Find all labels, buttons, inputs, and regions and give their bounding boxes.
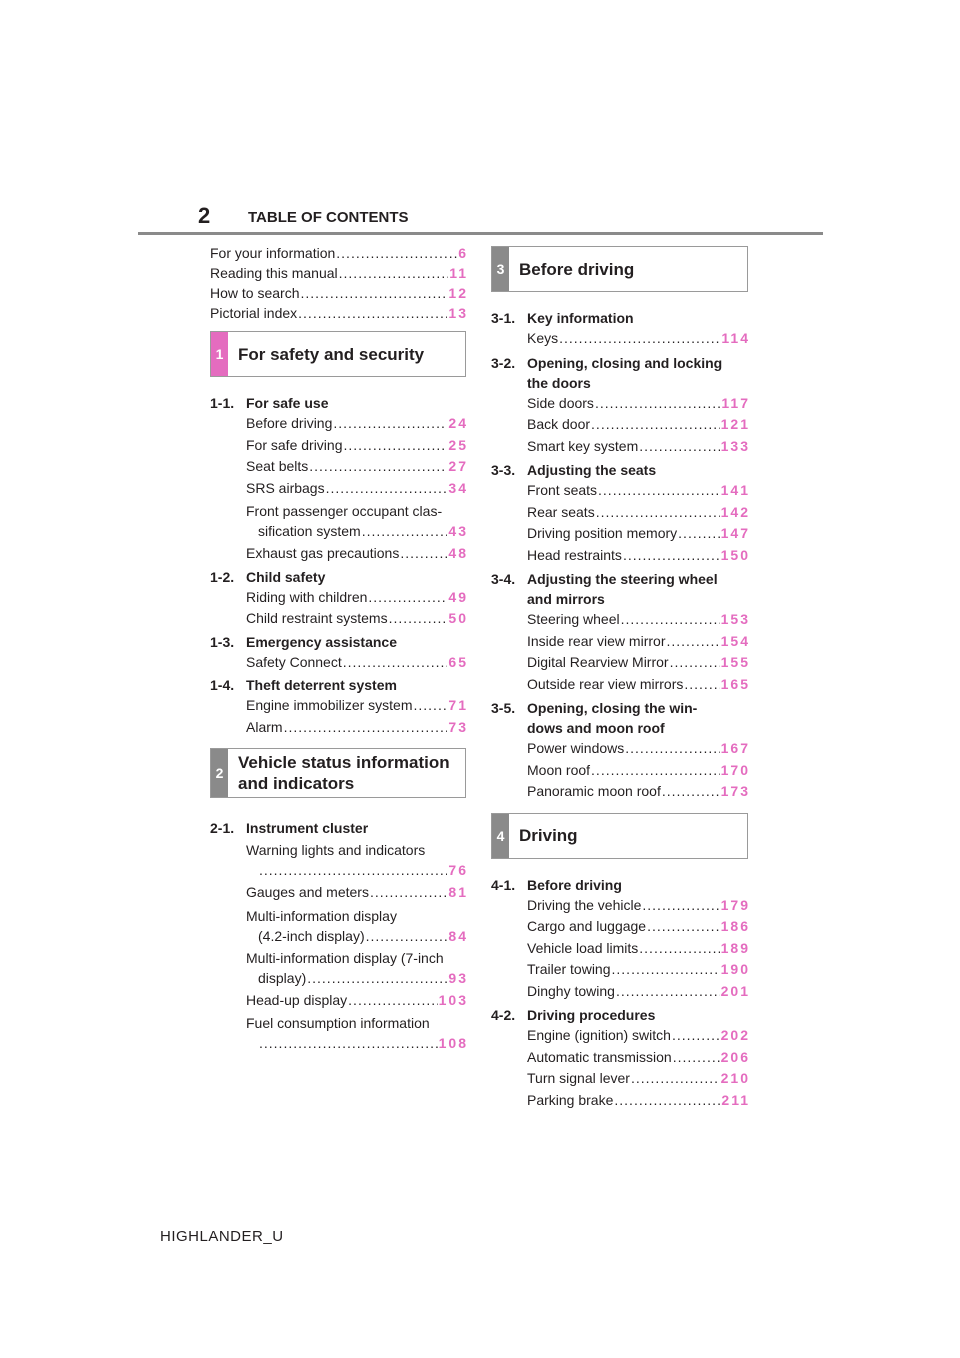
section-4-2: 4-2. Driving procedures Engine (ignition) switch ..... 202 Automatic transmission ..... 206 Turn signal lever ..... 210 Parking brake ..... 211 [491, 1005, 748, 1111]
toc-entry[interactable]: Multi-information display (4.2-inch display) ..... 84 [246, 906, 466, 946]
toc-entry[interactable]: Steering wheel ..... 153 [527, 609, 748, 631]
chapter-tab: 1 [211, 332, 228, 376]
section-2-1: 2-1. Instrument cluster Warning lights and indicators ..... 76 Gauges and meters ..... 81 Multi-information display (4.2-inch display) ..... 84 Multi-information display (7-inch display) ..... 93 Head-up display ..... 103 Fuel consumption information ..... 108 [210, 818, 466, 1053]
chapter-3-heading[interactable] [491, 246, 748, 292]
toc-entry[interactable]: Front seats ..... 141 [527, 480, 748, 502]
toc-entry[interactable]: Keys ..... 114 [527, 328, 748, 350]
toc-entry[interactable]: Alarm ..... 73 [246, 717, 466, 739]
page-link: 6 [458, 245, 468, 261]
toc-entry[interactable]: Parking brake ..... 211 [527, 1090, 748, 1112]
toc-entry[interactable]: Vehicle load limits ..... 189 [527, 938, 748, 960]
toc-right-column [491, 246, 748, 1111]
toc-entry[interactable]: Front passenger occupant clas- sification system ..... 43 [246, 501, 466, 541]
toc-entry[interactable]: Outside rear view mirrors ..... 165 [527, 674, 748, 696]
chapter-tab: 2 [211, 749, 228, 797]
section-3-2: 3-2. Opening, closing and locking the doors Side doors ..... 117 Back door ..... 121 Smart key system ..... 133 [491, 353, 748, 458]
toc-entry[interactable]: Reading this manual ..... 11 [210, 263, 466, 283]
section-1-4: 1-4. Theft deterrent system Engine immobilizer system ..... 71 Alarm ..... 73 [210, 675, 466, 738]
toc-entry[interactable]: Digital Rearview Mirror ..... 155 [527, 652, 748, 674]
section-3-4: 3-4. Adjusting the steering wheel and mirrors Steering wheel ..... 153 Inside rear view mirror ..... 154 Digital Rearview Mirror ..... 155 Outside rear view mirrors ..... 165 [491, 569, 748, 695]
chapter-title: Vehicle status information and indicators [238, 753, 450, 793]
page-link: 11 [449, 265, 468, 281]
toc-entry[interactable]: Rear seats ..... 142 [527, 502, 748, 524]
toc-entry[interactable]: Turn signal lever ..... 210 [527, 1068, 748, 1090]
toc-entry[interactable]: Child restraint systems ..... 50 [246, 608, 466, 630]
page-link: 13 [448, 305, 468, 321]
toc-entry[interactable]: Before driving ..... 24 [246, 413, 466, 435]
chapter-1-heading[interactable] [210, 331, 466, 377]
footer-model-code: HIGHLANDER_U [160, 1228, 284, 1245]
chapter-title: For safety and security [238, 344, 425, 364]
chapter-2-heading[interactable] [210, 748, 466, 798]
toc-entry[interactable]: Head restraints ..... 150 [527, 545, 748, 567]
toc-entry[interactable]: Fuel consumption information ..... 108 [246, 1013, 466, 1053]
section-3-1: 3-1. Key information Keys ..... 114 [491, 308, 748, 350]
toc-entry[interactable]: Moon roof ..... 170 [527, 760, 748, 782]
toc-entry[interactable]: SRS airbags ..... 34 [246, 478, 466, 500]
section-4-1: 4-1. Before driving Driving the vehicle ..... 179 Cargo and luggage ..... 186 Vehicle load limits ..... 189 Trailer towing ..... 190 Dinghy towing ..... 201 [491, 875, 748, 1003]
toc-entry[interactable]: Safety Connect ..... 65 [246, 652, 466, 674]
toc-entry[interactable]: Engine (ignition) switch ..... 202 [527, 1025, 748, 1047]
chapter-title: Driving [519, 826, 578, 845]
chapter-title: Before driving [519, 259, 635, 279]
chapter-tab: 3 [492, 247, 509, 291]
toc-entry[interactable]: Head-up display ..... 103 [246, 990, 466, 1012]
toc-entry[interactable]: Exhaust gas precautions ..... 48 [246, 543, 466, 565]
toc-entry[interactable]: Driving the vehicle ..... 179 [527, 895, 748, 917]
chapter-4-heading[interactable] [491, 813, 748, 859]
toc-entry[interactable]: Engine immobilizer system ..... 71 [246, 695, 466, 717]
toc-entry[interactable]: For your information ..... 6 [210, 243, 466, 263]
toc-entry[interactable]: Multi-information display (7-inch display) ..... 93 [246, 948, 466, 988]
toc-entry[interactable]: Trailer towing ..... 190 [527, 959, 748, 981]
toc-entry[interactable]: How to search ..... 12 [210, 283, 466, 303]
toc-entry[interactable]: Panoramic moon roof ..... 173 [527, 781, 748, 803]
section-3-5: 3-5. Opening, closing the win- dows and moon roof Power windows ..... 167 Moon roof ..... 170 Panoramic moon roof ..... 173 [491, 698, 748, 803]
toc-entry[interactable]: Inside rear view mirror ..... 154 [527, 631, 748, 653]
header-divider [138, 232, 823, 235]
chapter-tab: 4 [492, 814, 509, 858]
toc-entry[interactable]: Warning lights and indicators ..... 76 [246, 840, 466, 880]
toc-left-column [210, 243, 466, 1053]
toc-entry[interactable]: Back door ..... 121 [527, 414, 748, 436]
toc-entry[interactable]: Dinghy towing ..... 201 [527, 981, 748, 1003]
toc-entry[interactable]: Seat belts ..... 27 [246, 456, 466, 478]
toc-entry[interactable]: Driving position memory ..... 147 [527, 523, 748, 545]
toc-entry[interactable]: Riding with children ..... 49 [246, 587, 466, 609]
toc-entry[interactable]: For safe driving ..... 25 [246, 435, 466, 457]
section-1-2: 1-2. Child safety Riding with children ..... 49 Child restraint systems ..... 50 [210, 567, 466, 630]
toc-entry[interactable]: Automatic transmission ..... 206 [527, 1047, 748, 1069]
toc-entry[interactable]: Pictorial index ..... 13 [210, 303, 466, 323]
toc-entry[interactable]: Gauges and meters ..... 81 [246, 882, 466, 904]
toc-entry[interactable]: Cargo and luggage ..... 186 [527, 916, 748, 938]
section-1-3: 1-3. Emergency assistance Safety Connect ..... 65 [210, 632, 466, 674]
page-title: TABLE OF CONTENTS [248, 209, 409, 226]
page-number: 2 [198, 203, 211, 228]
toc-entry[interactable]: Smart key system ..... 133 [527, 436, 748, 458]
page-link: 12 [448, 285, 468, 301]
section-3-3: 3-3. Adjusting the seats Front seats ..... 141 Rear seats ..... 142 Driving position memory ..... 147 Head restraints ..... 150 [491, 460, 748, 566]
section-1-1: 1-1. For safe use Before driving ..... 24 For safe driving ..... 25 Seat belts ..... 27 SRS airbags ..... 34 Front passenger occupant clas- sification system ..... 43 Exhaust gas precautions ..... 48 [210, 393, 466, 565]
toc-entry[interactable]: Side doors ..... 117 [527, 393, 748, 415]
toc-entry[interactable]: Power windows ..... 167 [527, 738, 748, 760]
